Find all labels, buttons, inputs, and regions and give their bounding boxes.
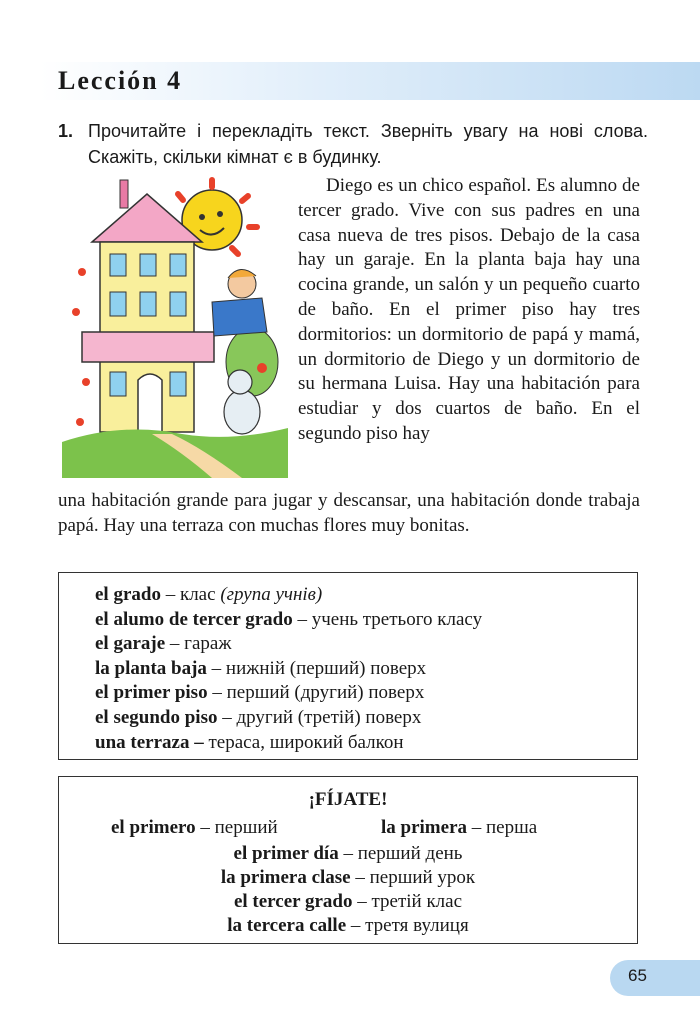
task-instruction [58, 118, 648, 170]
note-title: ¡FÍJATE! [308, 789, 388, 810]
story-text-column [298, 174, 640, 447]
note-example: el tercer grado – третій клас [233, 891, 463, 912]
vocab-translation: тераса, широкий балкон [208, 731, 404, 753]
house-illustration [62, 172, 288, 478]
page-number: 65 [628, 966, 647, 985]
vocab-translation: клас [179, 584, 221, 605]
vocab-term: el garaje [95, 633, 166, 655]
vocab-term: el alumo de tercer grado [95, 608, 293, 630]
task-text: Прочитайте і перекладіть текст. Зверніть увагу на нові слова. Скажіть, скільки кімнат є в будинку. [88, 121, 648, 167]
page-number-tab [610, 960, 700, 996]
note-example: la primera clase – перший урок [220, 867, 476, 888]
vocab-entry: el garaje – гараж [95, 633, 232, 655]
vocabulary-box [58, 572, 638, 760]
vocab-entry: la planta baja – нижній (перший) поверх [95, 657, 427, 679]
boy-figure [212, 269, 267, 336]
vocab-entry: el primer piso – перший (другий) поверх [95, 682, 425, 704]
vocabulary-list [95, 583, 482, 755]
lesson-title: Lección 4 [58, 66, 183, 95]
story-text-full-width [58, 489, 640, 539]
note-pair-left: el primero – перший [111, 817, 278, 838]
note-example: la tercera calle – третя вулиця [227, 915, 469, 936]
vocab-term: el primer piso [95, 682, 208, 704]
vocab-translation: учень третього класу [311, 608, 483, 630]
vocab-term: una terraza – [95, 731, 204, 753]
vocab-translation: перший (другий) поверх [226, 682, 425, 704]
vocab-translation: другий (третій) поверх [236, 706, 422, 728]
vocab-entry: el grado – клас (група учнів) [95, 584, 323, 605]
story-paragraph-end: una habitación grande para jugar y descansar, una habitación donde trabaja papá. Hay una terraza con muchas flores muy bonitas. [58, 490, 640, 536]
vocab-translation: нижній (перший) поверх [225, 657, 427, 679]
vocab-entry [95, 731, 482, 756]
story-paragraph-start: Diego es un chico español. Es alumno de tercer grado. Vive con sus padres en una casa nueva de tres pisos. Debajo de la casa hay un garaje. En la planta baja hay una cocina grande, un salón y un pequeño cuarto de baño. En el primer piso hay tres dormitorios: un dormitorio de papá y mamá, un dormitorio de Diego y un dormitorio de su hermana Luisa. Hay una habitación para estudiar y dos cuartos de baño. En el segundo piso hay [298, 175, 640, 444]
fijate-note-box [58, 776, 638, 944]
vocab-term: la planta baja [95, 657, 207, 679]
vocab-term: el segundo piso [95, 706, 218, 728]
vocab-note: (група учнів) [220, 584, 323, 605]
task-number: 1. [58, 121, 74, 141]
vocab-entry: el alumo de tercer grado – учень третього класу [95, 608, 483, 630]
vocab-translation: гараж [184, 633, 232, 655]
note-pair-right: la primera – перша [381, 817, 538, 838]
vocab-entry: el segundo piso – другий (третій) поверх [95, 706, 422, 728]
vocab-term: el grado [95, 584, 161, 605]
note-example: el primer día – перший день [233, 843, 463, 864]
